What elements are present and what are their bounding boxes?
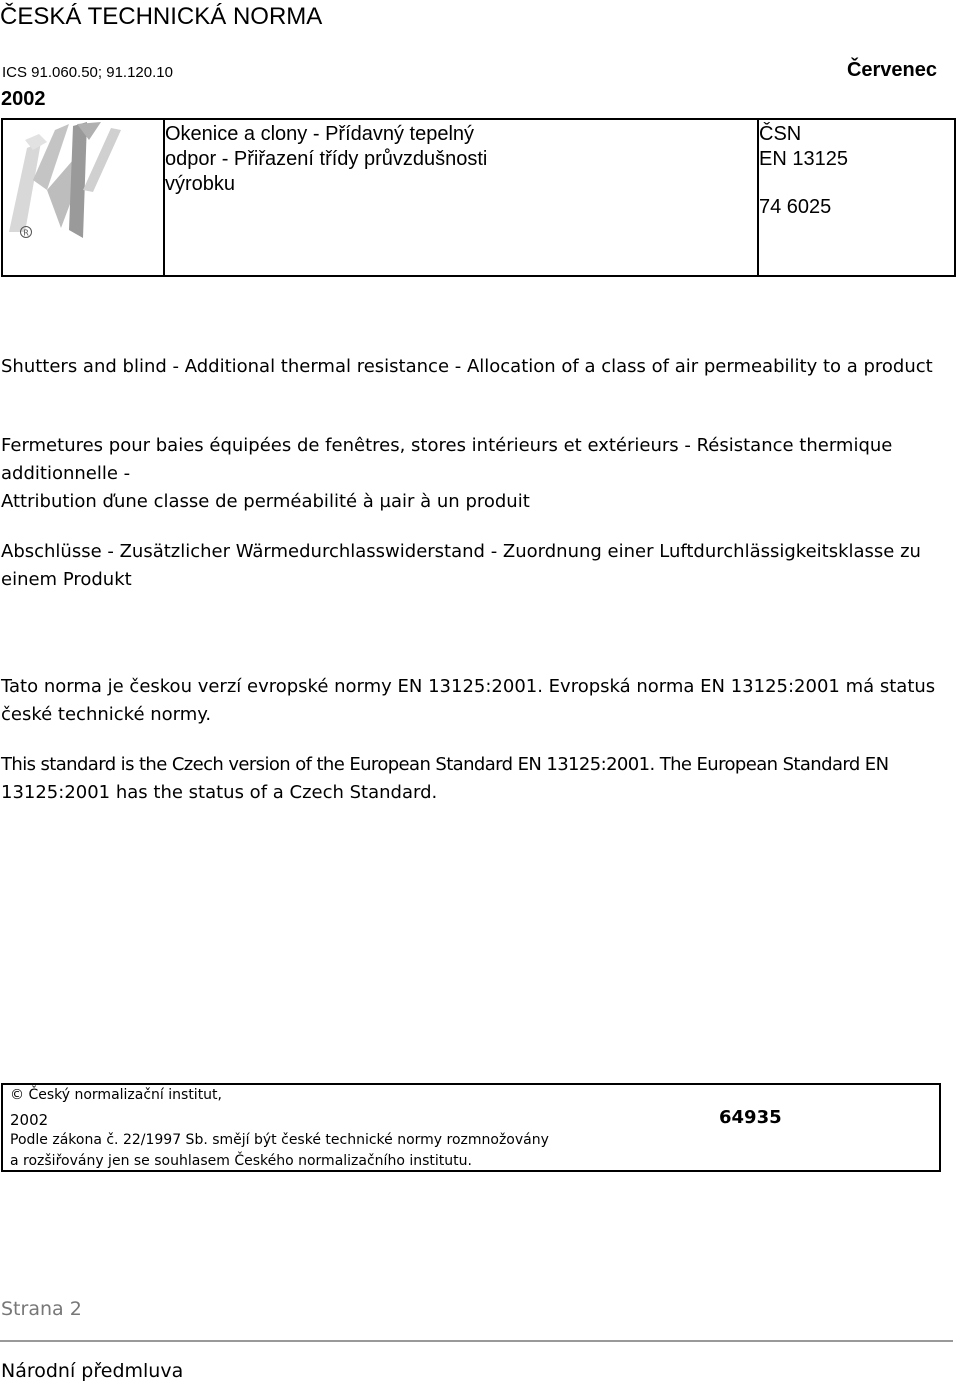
english-title: Shutters and blind - Additional thermal resistance - Allocation of a class of air permeability to a product: [1, 356, 933, 377]
english-statement: [1, 751, 957, 807]
classification-number: 74 6025: [759, 196, 832, 218]
czech-title-cell: [165, 120, 759, 275]
standard-designation: [759, 122, 848, 172]
unmz-logo-icon: [3, 120, 161, 275]
copyright-law-line1: Podle zákona č. 22/1997 Sb. smějí být české technické normy rozmnožovány: [10, 1132, 549, 1148]
csn-label: ČSN: [759, 123, 802, 145]
norm-title: ČESKÁ TECHNICKÁ NORMA: [0, 3, 323, 30]
logo-cell: [3, 120, 165, 275]
german-title: Abschlüsse - Zusätzlicher Wärmedurchlasswiderstand - Zuordnung einer Luftdurchlässigkeitsklasse zu einem Produkt: [1, 541, 921, 590]
french-title: [1, 432, 957, 516]
copyright-year: 2002: [10, 1111, 49, 1129]
page-label: Strana 2: [1, 1298, 82, 1320]
copyright-institute: © Český normalizační institut,: [10, 1087, 222, 1103]
czech-title: Okenice a clony - Přídavný tepelný odpor - Přiřazení třídy průvzdušnosti výrobku: [165, 123, 488, 195]
standard-id-cell: [759, 120, 954, 275]
czech-statement: Tato norma je českou verzí evropské normy EN 13125:2001. Evropská norma EN 13125:2001 má status české technické normy.: [1, 676, 936, 725]
ics-codes: ICS 91.060.50; 91.120.10: [2, 64, 173, 81]
english-statement-part1: This standard is the Czech version of the European Standard EN 13125:2001. The European Standard EN: [1, 754, 889, 775]
section-title: Národní předmluva: [1, 1360, 184, 1382]
french-title-line2: Attribution ďune classe de perméabilité à µair à un produit: [1, 491, 530, 512]
english-statement-part2: 13125:2001 has the status of a Czech Standard.: [1, 782, 438, 803]
publication-month: Červenec: [846, 59, 937, 81]
publication-year: 2002: [1, 88, 46, 110]
svg-text:R: R: [23, 228, 29, 238]
french-title-line1: Fermetures pour baies équipées de fenêtres, stores intérieurs et extérieurs - Résistance thermique additionnelle -: [1, 435, 893, 484]
copyright-law-line2: a rozšiřovány jen se souhlasem Českého normalizačního institutu.: [10, 1153, 472, 1169]
copyright-box: [1, 1083, 941, 1172]
en-number: EN 13125: [759, 148, 848, 170]
catalog-number: 64935: [719, 1107, 782, 1128]
title-block: [1, 118, 956, 277]
divider: [0, 1340, 953, 1342]
